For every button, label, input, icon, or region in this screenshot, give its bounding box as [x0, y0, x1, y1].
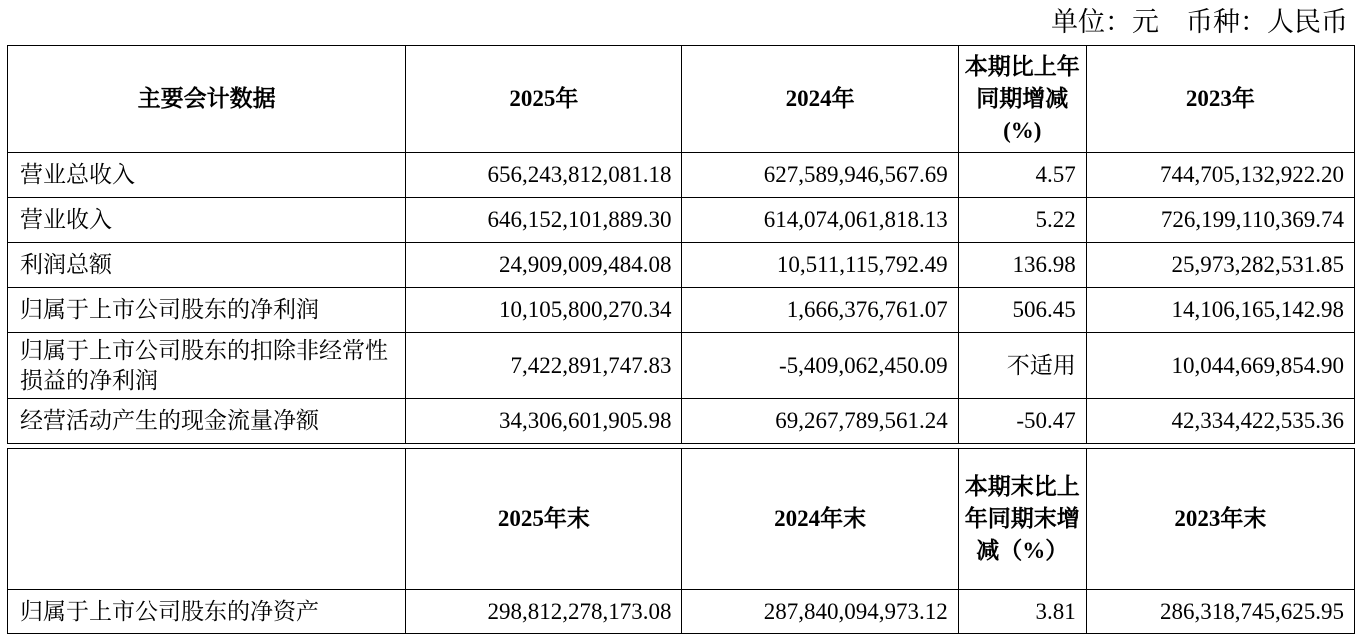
row-label: 归属于上市公司股东的净利润: [8, 288, 406, 333]
row-label: 营业总收入: [8, 153, 406, 198]
cell-2023: 744,705,132,922.20: [1086, 153, 1354, 198]
cell-2025: 10,105,800,270.34: [406, 288, 682, 333]
table-row: [8, 243, 1355, 288]
cell-2023: 10,044,669,854.90: [1086, 333, 1354, 399]
header-2024: 2024年: [682, 46, 958, 153]
cell-change: 136.98: [958, 243, 1086, 288]
table-row: [8, 333, 1355, 399]
table-row: [8, 590, 1355, 634]
header-change: 本期比上年同期增减(%): [958, 46, 1086, 153]
table-header-row: [8, 449, 1355, 590]
row-label: 营业收入: [8, 198, 406, 243]
row-label: 利润总额: [8, 243, 406, 288]
cell-2024: 627,589,946,567.69: [682, 153, 958, 198]
cell-2025: 24,909,009,484.08: [406, 243, 682, 288]
cell-change: 5.22: [958, 198, 1086, 243]
cell-2023: 25,973,282,531.85: [1086, 243, 1354, 288]
header-2023-end: 2023年末: [1086, 449, 1354, 590]
year-end-net-assets-table: [7, 448, 1355, 634]
table-row: [8, 153, 1355, 198]
cell-change: 506.45: [958, 288, 1086, 333]
header-2025-end: 2025年末: [406, 449, 682, 590]
cell-2025: 646,152,101,889.30: [406, 198, 682, 243]
cell-change: 4.57: [958, 153, 1086, 198]
cell-change-end: 3.81: [958, 590, 1086, 634]
cell-2024: 69,267,789,561.24: [682, 399, 958, 444]
cell-2023: 42,334,422,535.36: [1086, 399, 1354, 444]
cell-2025: 7,422,891,747.83: [406, 333, 682, 399]
cell-2023: 14,106,165,142.98: [1086, 288, 1354, 333]
cell-2025-end: 298,812,278,173.08: [406, 590, 682, 634]
cell-2024: 1,666,376,761.07: [682, 288, 958, 333]
cell-2024-end: 287,840,094,973.12: [682, 590, 958, 634]
cell-2025: 656,243,812,081.18: [406, 153, 682, 198]
cell-2024: 10,511,115,792.49: [682, 243, 958, 288]
unit-currency-note: 单位：元 币种：人民币: [1051, 7, 1348, 37]
header-change-end: 本期末比上年同期末增减（%）: [958, 449, 1086, 590]
row-label: 经营活动产生的现金流量净额: [8, 399, 406, 444]
cell-2024: -5,409,062,450.09: [682, 333, 958, 399]
cell-change: -50.47: [958, 399, 1086, 444]
header-2023: 2023年: [1086, 46, 1354, 153]
cell-2023: 726,199,110,369.74: [1086, 198, 1354, 243]
cell-2023-end: 286,318,745,625.95: [1086, 590, 1354, 634]
header-label: 主要会计数据: [8, 46, 406, 153]
table-row: [8, 399, 1355, 444]
header-2024-end: 2024年末: [682, 449, 958, 590]
cell-2025: 34,306,601,905.98: [406, 399, 682, 444]
cell-2024: 614,074,061,818.13: [682, 198, 958, 243]
table-row: [8, 288, 1355, 333]
header-2025: 2025年: [406, 46, 682, 153]
key-accounting-data-table: [7, 45, 1355, 444]
row-label: 归属于上市公司股东的扣除非经常性损益的净利润: [8, 333, 406, 399]
table-row: [8, 198, 1355, 243]
row-label: 归属于上市公司股东的净资产: [8, 590, 406, 634]
table-header-row: [8, 46, 1355, 153]
header-label: [8, 449, 406, 590]
cell-change: 不适用: [958, 333, 1086, 399]
